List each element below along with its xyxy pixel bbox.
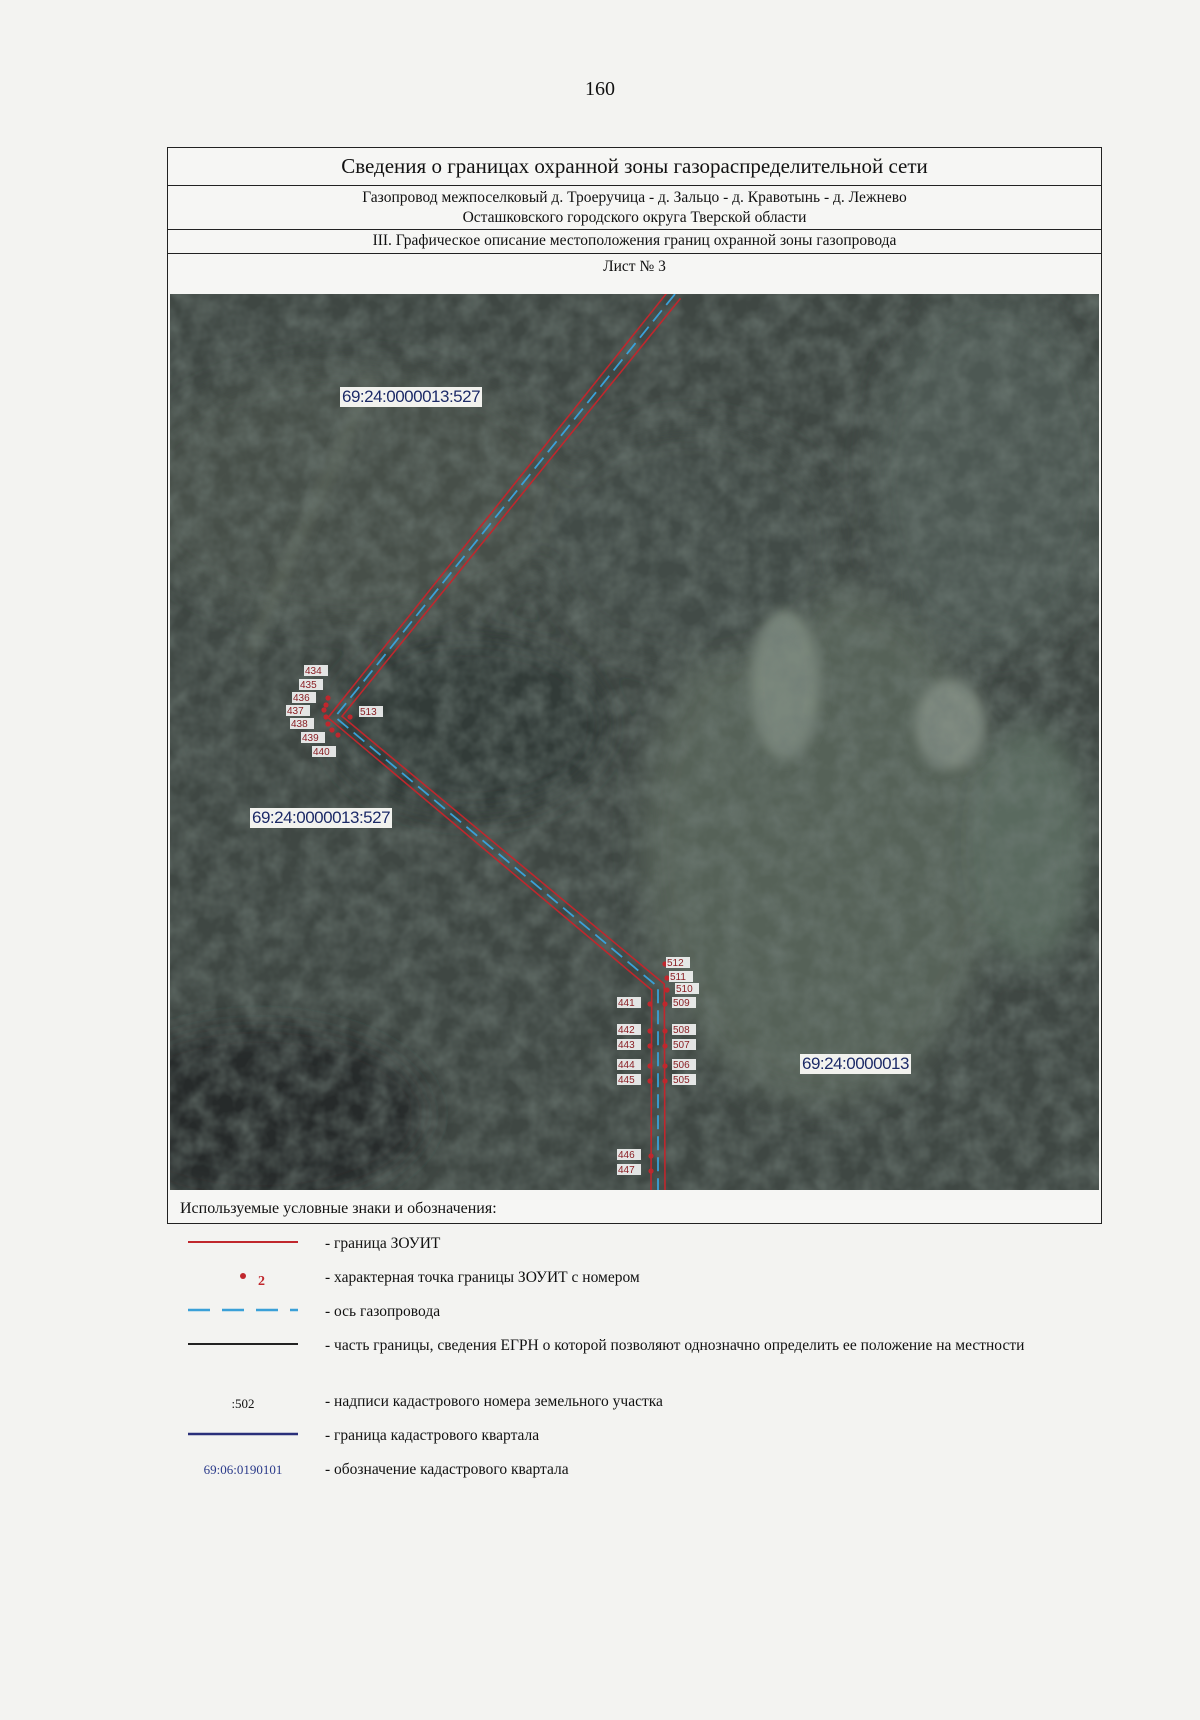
satellite-map[interactable] [170,294,1099,1190]
legend-text: - надписи кадастрового номера земельного участка [325,1393,663,1410]
point-label: 509 [673,998,690,1009]
legend-text: - граница кадастрового квартала [325,1427,540,1444]
section-title: III. Графическое описание местоположения границ охранной зоны газопровода [168,230,1101,254]
boundary-point [647,1001,652,1006]
document-subtitle [168,186,1101,230]
point-label: 437 [287,706,304,717]
legend [168,1200,1101,1720]
point-label: 505 [673,1075,690,1086]
legend-item-quarter-boundary [168,1422,1101,1456]
legend-item-egrn-boundary [168,1332,1101,1384]
point-label: 446 [618,1150,635,1161]
map-canvas [170,294,1099,1190]
boundary-point [321,707,326,712]
blue-dashed-line-icon [188,1298,298,1332]
document-frame [167,147,1102,1478]
parcel-label-upper: 69:24:0000013:527 [342,387,481,406]
page-number: 160 [585,78,615,100]
legend-item-zone-boundary [168,1230,1101,1264]
point-label: 445 [618,1075,635,1086]
legend-text: - граница ЗОУИТ [325,1235,441,1252]
legend-title: Используемые условные знаки и обозначения: [180,1200,497,1217]
point-label: 512 [667,958,684,969]
point-label: 442 [618,1025,635,1036]
legend-item-parcel-label [168,1388,1101,1422]
boundary-point [662,1028,667,1033]
point-label: 510 [676,984,693,995]
boundary-point [648,1168,653,1173]
boundary-point [662,1078,667,1083]
boundary-point [329,727,334,732]
boundary-point [662,1043,667,1048]
point-label: 447 [618,1165,635,1176]
red-line-icon [188,1230,298,1264]
boundary-point [647,1028,652,1033]
boundary-point [647,1078,652,1083]
quarter-label-sample: 69:06:0190101 [203,1462,283,1477]
boundary-point [325,695,330,700]
sheet-number: Лист № 3 [603,258,666,275]
parcel-label-lower: 69:24:0000013 [802,1054,909,1073]
boundary-point [664,975,669,980]
point-label: 507 [673,1040,690,1051]
boundary-point [325,721,330,726]
point-label: 439 [302,733,319,744]
parcel-label-sample: :502 [231,1396,255,1411]
subtitle-line-1: Газопровод межпоселковый д. Троеручица - д. Зальцо - д. Кравотынь - д. Лежнево [362,189,907,206]
boundary-point [648,1153,653,1158]
point-label: 506 [673,1060,690,1071]
point-label: 443 [618,1040,635,1051]
document-title: Сведения о границах охранной зоны газораспределительной сети [168,148,1101,186]
legend-item-boundary-point [168,1264,1101,1298]
dark-blue-line-icon [188,1422,298,1456]
point-label: 440 [313,747,330,758]
point-label: 441 [618,998,635,1009]
point-number-sample: 2 [258,1274,265,1289]
point-label: 434 [305,666,322,677]
black-line-icon [188,1332,298,1366]
point-label: 511 [670,972,686,983]
legend-item-quarter-label [168,1456,1101,1490]
legend-text: - характерная точка границы ЗОУИТ с номером [325,1269,640,1286]
parcel-label-middle: 69:24:0000013:527 [252,808,391,827]
boundary-point [323,714,328,719]
boundary-point [335,732,340,737]
subtitle-line-2: Осташковского городского округа Тверской области [462,209,807,226]
point-label: 508 [673,1025,690,1036]
red-point-icon [188,1264,298,1298]
boundary-point [664,987,669,992]
point-label: 513 [360,707,377,718]
legend-text: - часть границы, сведения ЕГРН о которой позволяют однозначно определить ее положение на местности [325,1337,1025,1354]
boundary-point [662,1001,667,1006]
point-label: 436 [293,693,310,704]
boundary-point [647,1063,652,1068]
legend-text: - ось газопровода [325,1303,441,1320]
legend-text: - обозначение кадастрового квартала [325,1461,569,1478]
legend-item-pipeline-axis [168,1298,1101,1332]
boundary-point [662,1063,667,1068]
point-label: 438 [291,719,308,730]
point-label: 444 [618,1060,635,1071]
boundary-point [647,1043,652,1048]
point-label: 435 [300,680,317,691]
boundary-point [347,714,352,719]
boundary-point [323,702,328,707]
